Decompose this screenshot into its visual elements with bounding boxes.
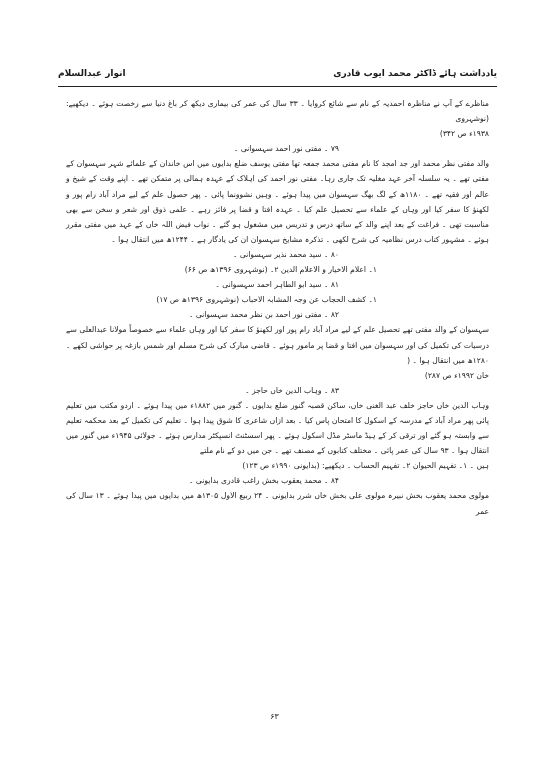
reference-line: ۱۔ کشف الحجاب عن وجہ المشابہ الاحباب (نوشہروی ۱۳۹۶ھ ص ۱۷) (156, 295, 377, 305)
section-heading: ۸۲ ۔ مفتی نور احمد بن نظر محمد سہسوانی ۔ (188, 310, 339, 320)
section-heading: ۸۱ ۔ سید ابو الطاہر احمد سہسوانی ۔ (215, 280, 339, 290)
section-heading: ۸۴ ۔ محمد یعقوب بخش راغب قادری بدایونی ۔ (189, 476, 339, 486)
paragraph: سہسوان کے والد مفتی تھے تحصیل علم کے لیے مراد آباد رام پور اور لکھنؤ کا سفر کیا اور وہاں علماء سے خصوصاً مولانا عبدالعلی سے درسیات کی تکمیل کی اور سہسوان میں افتا و قضا پر مامور ہوئے ۔ قاضی مبارک کی شرح مسلم اور شمس بازغہ پر حواشی لکھے ۔ ۱۲۸۰ھ میں انتقال ہوا ۔ ( (66, 325, 489, 365)
paragraph: وہاب الدین خاں حاجز خلف عبد الغنی خاں، ساکن قصبہ گنور ضلع بدایوں ۔ گنور میں ۱۸۸۲ء میں پیدا ہوئے ۔ اردو مکتب میں تعلیم پائی پھر مراد آباد کے مدرسہ کے اسکول کا امتحان پاس کیا ۔ بعد ازاں شاعری کا شوق پیدا ہوا ۔ تعلیم کی تکمیل کے بعد محکمہ تعلیم سے وابستہ ہو گئے اور ترقی کر کے ہیڈ ماسٹر مڈل اسکول ہوئے ۔ پھر اسسٹنٹ انسپکٹر مدارس ہوئے ۔ جولائی ۱۹۴۵ء میں گنور میں انتقال ہوا ۔ ۹۳ سال کی عمر پائی ۔ مختلف کتابوں کے مصنف تھے ۔ جن میں دو کے نام ملتے (66, 400, 489, 456)
reference-line: ہیں ۔ ۱۔ تفہیم الحیوان ۲۔ تفہیم الحساب ۔ دیکھیے: (بدایونی ۱۹۹۰ء ص ۱۲۳) (242, 461, 489, 471)
header-rule (58, 86, 497, 87)
paragraph: خان ۱۹۹۲ء ص ۲۸۷) (424, 370, 489, 380)
page-number: ۶۳ (270, 712, 279, 721)
page-header (58, 66, 497, 82)
paragraph: والد مفتی نظر محمد اور جد امجد کا نام مفتی محمد جمعہ تھا مفتی یوسف ضلع بدایوں میں اس خاندان کے علمائے شہر سہسوان کے مفتی تھے ۔ یہ سلسلہ آخر عہد مغلیہ تک جاری رہا۔ مفتی نور احمد کی اہلاک کے عہدہ ہمالی پر متمکن تھے ۔ اپنے وقت کے شیخ و عالم اور فقیہ تھے ۔ ۱۱۸۰ھ کے لگ بھگ سہسوان میں پیدا ہوئے ۔ وہیں نشوونما پائی ۔ پھر حصول علم کے لیے مراد آباد رام پور و لکھنؤ کا سفر کیا اور وہاں کے علماء سے تحصیل علم کیا ۔ عہدہ افتا و قضا پر فائز رہے ۔ علمی ذوق اور شعر و سخن سے بھی مناسبت تھی ۔ فراغت کے بعد اپنے والد کے ساتھ درس و تدریس میں مشغول ہو گئے ۔ نواب فیض اللہ خاں کے عہد میں مفتی مقرر ہوئے ۔ مشہور کتاب درس نظامیہ کی شرح لکھی ۔ تذکرہ مشایخ سہسوان ان کی یادگار ہے ۔ ۱۲۴۴ھ میں انتقال ہوا ۔ (66, 159, 489, 244)
paragraph: مولوی محمد یعقوب بخش نبیرہ مولوی علی بخش خاں شرر بدایونی ۔ ۲۴ ربیع الاول ۱۳۰۵ھ میں بدایوں میں پیدا ہوئے ۔ ۱۳ سال کی عمر (66, 491, 490, 516)
paragraph: ۱۹۳۸ء ص ۳۴۲) (439, 129, 489, 139)
paragraph: مناظرے کے آپ نے مناظرہ احمدیہ کے نام سے شائع کروایا ۔ ۳۳ سال کی عمر کی بیماری دیکھ کر باغ دنیا سے رخصت ہوئے ۔ دیکھیے: (نوشہروی (66, 99, 489, 124)
section-heading: ۷۹ ۔ مفتی نور احمد سہسوانی ۔ (233, 144, 339, 154)
section-heading: ۸۰ ۔ سید محمد نذیر سہسوانی ۔ (232, 249, 339, 259)
header-right-title: یادداشت ہائے ڈاکٹر محمد ایوب قادری (333, 69, 497, 79)
reference-line: ۱۔ اعلام الاخیار و الاعلام الدین ۲۔ (نوشہروی ۱۳۹۶ھ ص ۶۶) (184, 265, 377, 275)
document-body (66, 96, 489, 519)
section-heading: ۸۳ ۔ وہاب الدین خاں حاجز ۔ (245, 385, 339, 395)
header-left-title: انوار عبدالسلام (58, 69, 126, 79)
